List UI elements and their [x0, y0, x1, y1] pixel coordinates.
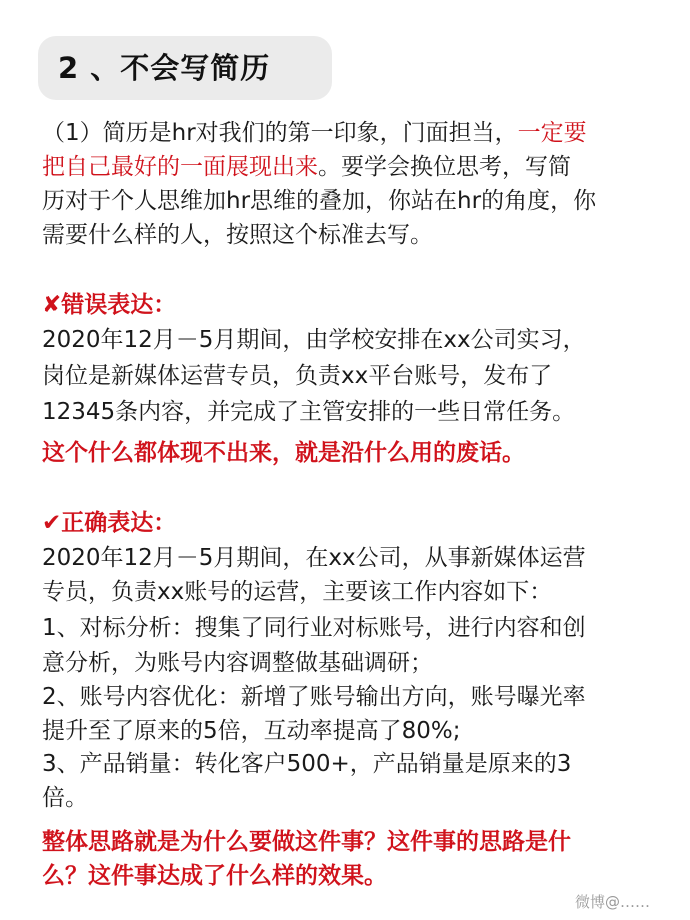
summary-line-1: 整体思路就是为什么要做这件事？这件事的思路是什	[42, 829, 571, 855]
summary-line-2: 么？这件事达成了什么样的效果。	[42, 863, 387, 889]
section-title-box	[38, 36, 332, 100]
wrong-comment: 这个什么都体现不出来，就是沿什么用的废话。	[42, 440, 525, 466]
wrong-line-1: 2020年12月－5月期间，由学校安排在xx公司实习，	[42, 327, 586, 353]
intro-line-2-text: 。要学会换位思考，写简	[318, 154, 571, 180]
intro-line-1	[42, 118, 587, 148]
correct-line-1: 2020年12月－5月期间，在xx公司，从事新媒体运营	[42, 545, 586, 571]
correct-line-5: 2、账号内容优化：新增了账号输出方向，账号曝光率	[42, 684, 586, 710]
correct-line-3: 1、对标分析：搜集了同行业对标账号，进行内容和创	[42, 615, 586, 641]
correct-heading: ✔正确表达：	[42, 510, 177, 536]
wrong-line-3: 12345条内容，并完成了主管安排的一些日常任务。	[42, 399, 576, 425]
intro-line-2-highlight: 把自己最好的一面展现出来	[42, 154, 318, 180]
intro-line-3: 历对于个人思维加hr思维的叠加，你站在hr的角度，你	[42, 188, 597, 214]
watermark: 微博@……	[574, 893, 650, 911]
correct-line-2: 专员，负责xx账号的运营，主要该工作内容如下：	[42, 579, 553, 605]
intro-line-1-highlight: 一定要	[517, 120, 587, 146]
wrong-line-2: 岗位是新媒体运营专员，负责xx平台账号，发布了	[42, 363, 553, 389]
wrong-heading: ✘错误表达：	[42, 292, 177, 318]
correct-line-7: 3、产品销量：转化客户500+，产品销量是原来的3	[42, 751, 572, 777]
intro-line-2	[42, 152, 571, 182]
intro-line-1-text: （1）简历是hr对我们的第一印象，门面担当，	[42, 120, 518, 146]
intro-line-4: 需要什么样的人，按照这个标准去写。	[42, 222, 433, 248]
correct-line-6: 提升至了原来的5倍，互动率提高了80%;	[42, 718, 461, 744]
section-title: 2 、不会写简历	[58, 51, 271, 85]
correct-line-8: 倍。	[42, 785, 88, 811]
correct-line-4: 意分析，为账号内容调整做基础调研；	[42, 650, 433, 676]
